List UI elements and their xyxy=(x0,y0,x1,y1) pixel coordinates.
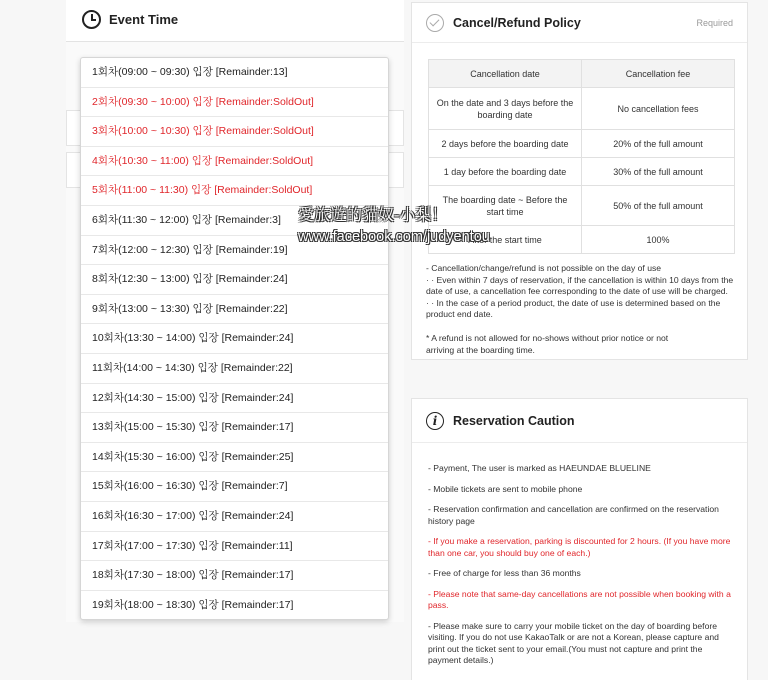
event-time-dropdown-list[interactable] xyxy=(80,57,389,620)
refund-note: - Cancellation/change/refund is not possible on the day of use xyxy=(426,263,662,273)
refund-note: · · In the case of a period product, the date of use is determined based on the product end date. xyxy=(426,297,721,320)
table-cell: On the date and 3 days before the boarding date xyxy=(429,88,582,130)
event-time-option[interactable]: 3회차(10:00 ~ 10:30) 입장 [Remainder:SoldOut] xyxy=(81,117,388,147)
event-time-option[interactable]: 17회차(17:00 ~ 17:30) 입장 [Remainder:11] xyxy=(81,532,388,562)
event-time-option[interactable]: 10회차(13:30 ~ 14:00) 입장 [Remainder:24] xyxy=(81,324,388,354)
table-cell: 1 day before the boarding date xyxy=(429,158,582,186)
event-time-option[interactable]: 6회차(11:30 ~ 12:00) 입장 [Remainder:3] xyxy=(81,206,388,236)
event-time-option[interactable]: 8회차(12:30 ~ 13:00) 입장 [Remainder:24] xyxy=(81,265,388,295)
caution-item: - Please note that same-day cancellations are not possible when booking with a pass. xyxy=(428,588,731,610)
event-time-option[interactable]: 5회차(11:00 ~ 11:30) 입장 [Remainder:SoldOut] xyxy=(81,176,388,206)
reservation-caution-header xyxy=(412,399,747,443)
event-time-title: Event Time xyxy=(109,12,179,27)
event-time-option[interactable]: 2회차(09:30 ~ 10:00) 입장 [Remainder:SoldOut] xyxy=(81,88,388,118)
table-cell: No cancellation fees xyxy=(582,88,735,130)
event-time-option[interactable]: 9회차(13:00 ~ 13:30) 입장 [Remainder:22] xyxy=(81,295,388,325)
event-time-option[interactable]: 18회차(17:30 ~ 18:00) 입장 [Remainder:17] xyxy=(81,561,388,591)
event-time-header-card xyxy=(66,0,404,42)
event-time-option[interactable]: 14회차(15:30 ~ 16:00) 입장 [Remainder:25] xyxy=(81,443,388,473)
refund-policy-header xyxy=(412,3,747,43)
table-header: Cancellation date xyxy=(429,60,582,88)
table-cell: 30% of the full amount xyxy=(582,158,735,186)
table-cell: 50% of the full amount xyxy=(582,186,735,226)
refund-note: · · Even within 7 days of reservation, if the cancellation is within 10 days from the date of use, a cancellation fee corresponding to the date of use will be charged. xyxy=(426,274,734,297)
event-time-option[interactable]: 15회차(16:00 ~ 16:30) 입장 [Remainder:7] xyxy=(81,472,388,502)
table-cell: 20% of the full amount xyxy=(582,130,735,158)
refund-policy-title: Cancel/Refund Policy xyxy=(453,15,581,30)
table-row xyxy=(429,158,735,186)
caution-item: - If you make a reservation, parking is discounted for 2 hours. (If you have more than one car, you should buy one of each.) xyxy=(428,536,731,558)
event-time-option[interactable]: 12회차(14:30 ~ 15:00) 입장 [Remainder:24] xyxy=(81,384,388,414)
table-header: Cancellation fee xyxy=(582,60,735,88)
reservation-caution-card xyxy=(411,398,748,680)
info-icon: i xyxy=(426,412,444,430)
check-circle-icon xyxy=(426,14,444,32)
refund-notes xyxy=(426,263,738,356)
caution-item: - Free of charge for less than 36 months xyxy=(428,568,581,578)
caution-item: - Please make sure to carry your mobile ticket on the day of boarding before visiting. If you do not use KakaoTalk or are not a Korean, please capture and print out the ticket sent to your email.(You must not capture and print the payment details.) xyxy=(428,620,719,665)
caution-item: - Reservation confirmation and cancellation are confirmed on the reservation history page xyxy=(428,504,719,526)
refund-footnote: * A refund is not allowed for no-shows without prior notice or not arriving at the boarding time. xyxy=(426,332,669,355)
cancellation-fee-table xyxy=(428,59,735,254)
watermark-url: www.facebook.com/judyentou xyxy=(298,229,490,245)
event-time-option[interactable]: 11회차(14:00 ~ 14:30) 입장 [Remainder:22] xyxy=(81,354,388,384)
event-time-option[interactable]: 19회차(18:00 ~ 18:30) 입장 [Remainder:17] xyxy=(92,598,294,611)
event-time-option[interactable]: 1회차(09:00 ~ 09:30) 입장 [Remainder:13] xyxy=(81,58,388,88)
table-cell: The boarding date ~ Before the start time xyxy=(429,186,582,226)
table-row xyxy=(429,130,735,158)
caution-item: - Mobile tickets are sent to mobile phone xyxy=(428,483,583,494)
table-row xyxy=(429,186,735,226)
table-row xyxy=(429,88,735,130)
caution-list xyxy=(412,443,747,667)
required-label: Required xyxy=(696,18,733,28)
event-time-option[interactable]: 4회차(10:30 ~ 11:00) 입장 [Remainder:SoldOut] xyxy=(81,147,388,177)
table-cell: 100% xyxy=(582,226,735,254)
watermark-text: 愛旅遊的貓奴-小梨！ xyxy=(298,207,448,224)
event-time-option[interactable]: 13회차(15:00 ~ 15:30) 입장 [Remainder:17] xyxy=(81,413,388,443)
refund-policy-card xyxy=(411,2,748,360)
table-cell: 2 days before the boarding date xyxy=(429,130,582,158)
reservation-caution-title: Reservation Caution xyxy=(453,413,575,428)
table-cell: After the start time xyxy=(429,226,582,254)
event-time-header xyxy=(82,10,178,29)
clock-icon xyxy=(82,10,101,29)
event-time-option[interactable]: 7회차(12:00 ~ 12:30) 입장 [Remainder:19] xyxy=(81,236,388,266)
caution-item: - Payment, The user is marked as HAEUNDAE BLUELINE xyxy=(428,463,651,473)
event-time-option[interactable]: 16회차(16:30 ~ 17:00) 입장 [Remainder:24] xyxy=(81,502,388,532)
